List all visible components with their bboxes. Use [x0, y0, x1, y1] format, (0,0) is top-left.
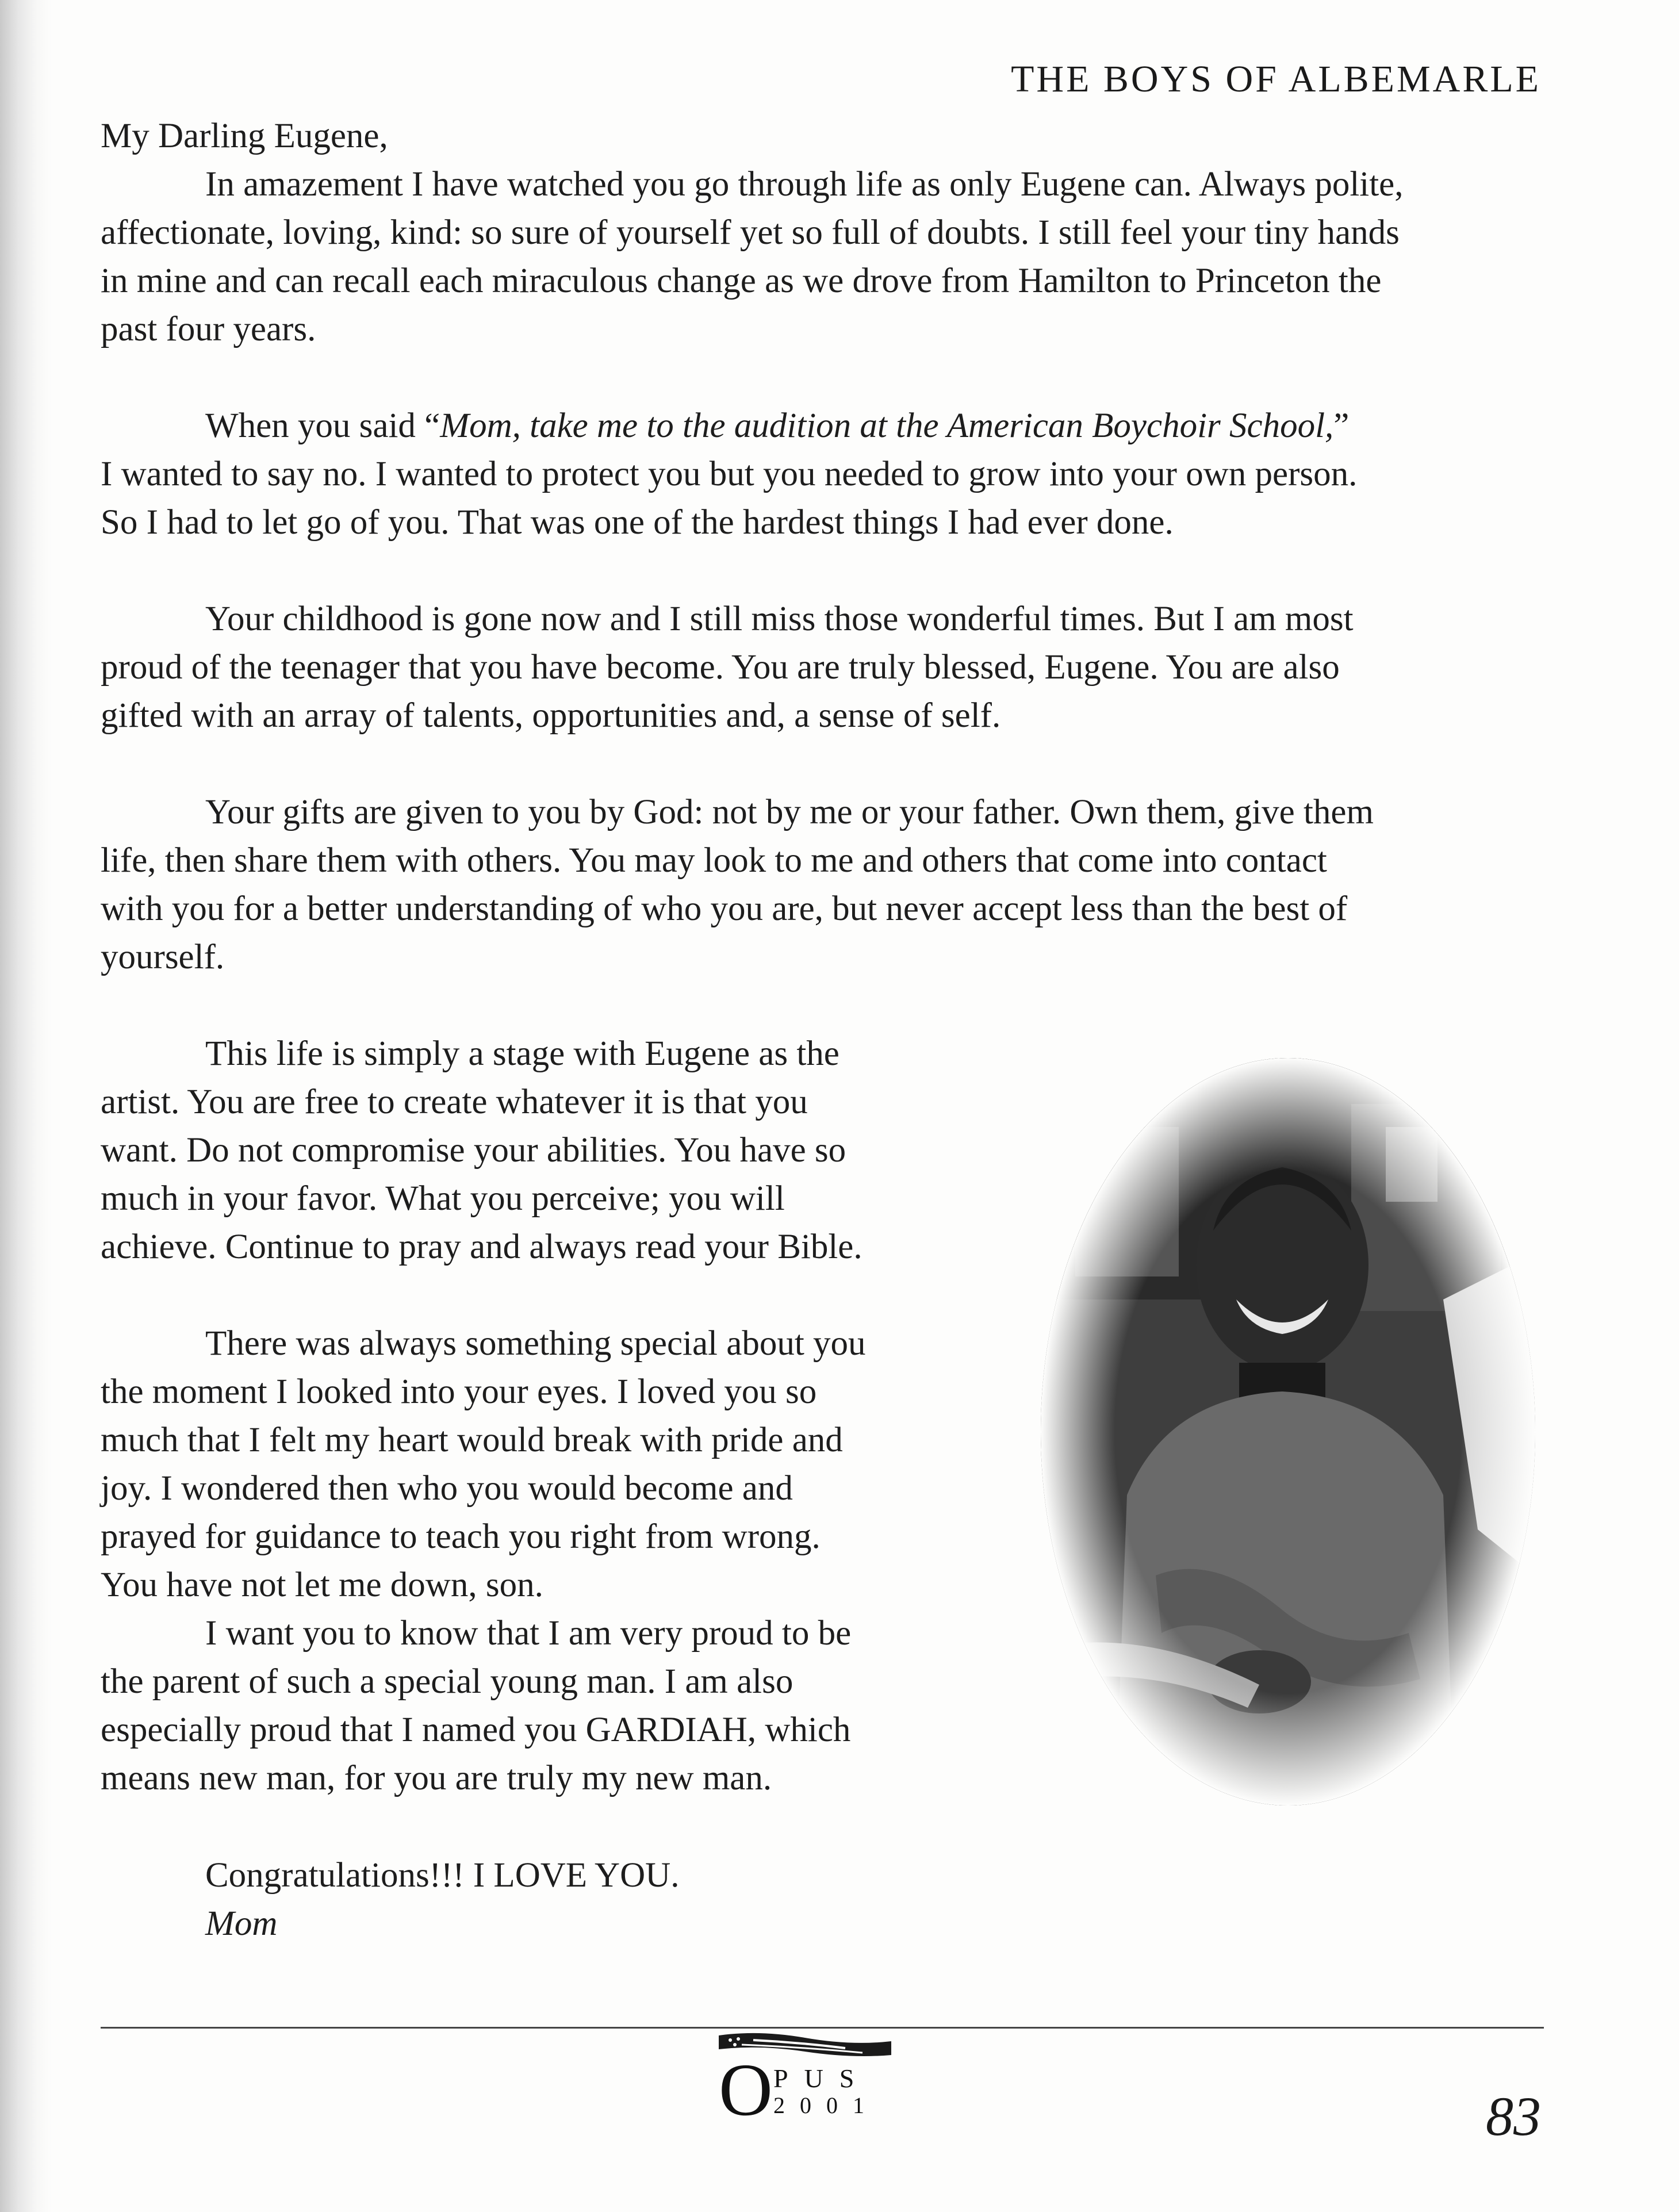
letter-salutation: My Darling Eugene, [101, 117, 388, 155]
signature-line [101, 1900, 1550, 1948]
paragraph-5-line: achieve. Continue to pray and always read your Bible. [101, 1228, 862, 1266]
paragraph-4-line: yourself. [101, 938, 225, 976]
paragraph-2 [101, 402, 1550, 547]
paragraph-6-line: There was always something special about you [205, 1324, 866, 1363]
running-title: THE BOYS OF ALBEMARLE [1011, 58, 1541, 100]
paragraph-7-line: the parent of such a special young man. I am also [101, 1662, 793, 1701]
paragraph-4 [101, 788, 1550, 982]
paragraph-1 [101, 160, 1550, 354]
paragraph-6 [101, 1320, 952, 1609]
footer-rule [101, 2027, 1544, 2029]
paragraph-2-line: So I had to let go of you. That was one of the hardest things I had ever done. [101, 503, 1174, 542]
paragraph-6-line: the moment I looked into your eyes. I loved you so [101, 1373, 817, 1411]
paragraph-6-line: joy. I wondered then who you would become and [101, 1469, 793, 1508]
paragraph-4-line: Your gifts are given to you by God: not by me or your father. Own them, give them [205, 793, 1374, 831]
quoted-request: Mom, take me to the audition at the American Boychoir School, [440, 407, 1334, 445]
signature-text: Mom [205, 1904, 278, 1943]
paragraph-3 [101, 595, 1550, 740]
paragraph-5-line: artist. You are free to create whatever it is that you [101, 1083, 808, 1121]
paragraph-1-line: affectionate, loving, kind: so sure of yourself yet so full of doubts. I still feel your tiny hands [101, 213, 1400, 252]
paragraph-7-line: especially proud that I named you GARDIAH, which [101, 1711, 851, 1749]
paragraph-4-line: with you for a better understanding of who you are, but never accept less than the best of [101, 890, 1348, 928]
letter-signature [101, 1900, 1550, 1948]
paragraph-4-line: life, then share them with others. You may look to me and others that come into contact [101, 841, 1327, 880]
quote-lead: When you said “ [205, 407, 440, 445]
paragraph-1-line: In amazement I have watched you go through life as only Eugene can. Always polite, [205, 165, 1404, 204]
letter-closing [101, 1851, 1550, 1900]
quote-tail: ” [1333, 407, 1350, 445]
paragraph-3-line: Your childhood is gone now and I still miss those wonderful times. But I am most [205, 600, 1354, 638]
paragraph-3-line: gifted with an array of talents, opportunities and, a sense of self. [101, 696, 1001, 735]
paragraph-1-line: past four years. [101, 310, 316, 348]
closing-line: Congratulations!!! I LOVE YOU. [205, 1856, 680, 1895]
paragraph-5-line: much in your favor. What you perceive; you will [101, 1179, 785, 1218]
paragraph-5-line: This life is simply a stage with Eugene as the [205, 1034, 839, 1073]
logo-initial: O [719, 2049, 773, 2132]
opus-logo [713, 2030, 903, 2132]
paragraph-7-line: I want you to know that I am very proud to be [205, 1614, 852, 1653]
paragraph-3-line: proud of the teenager that you have become. You are truly blessed, Eugene. You are also [101, 648, 1340, 687]
paragraph-2-line: I wanted to say no. I wanted to protect you but you needed to grow into your own person. [101, 455, 1358, 493]
paragraph-5 [101, 1030, 952, 1271]
paragraph-5-line: want. Do not compromise your abilities. You have so [101, 1131, 846, 1170]
paragraph-1-line: in mine and can recall each miraculous change as we drove from Hamilton to Princeton the [101, 262, 1382, 300]
page-gutter-shadow [0, 0, 52, 2212]
paragraph-2-first-line [101, 402, 1550, 450]
paragraph-6-line: prayed for guidance to teach you right from wrong. [101, 1517, 821, 1556]
logo-year: 2001 [773, 2092, 879, 2118]
paragraph-6-line: You have not let me down, son. [101, 1566, 543, 1604]
portrait-photo-illustration [1041, 1058, 1535, 1805]
paragraph-6-line: much that I felt my heart would break with pride and [101, 1421, 843, 1459]
paragraph-7-line: means new man, for you are truly my new man. [101, 1759, 772, 1797]
logo-letters: PUS [773, 2064, 871, 2093]
page-number: 83 [1486, 2086, 1541, 2147]
portrait-photo [1041, 1058, 1535, 1805]
paragraph-7 [101, 1609, 952, 1803]
